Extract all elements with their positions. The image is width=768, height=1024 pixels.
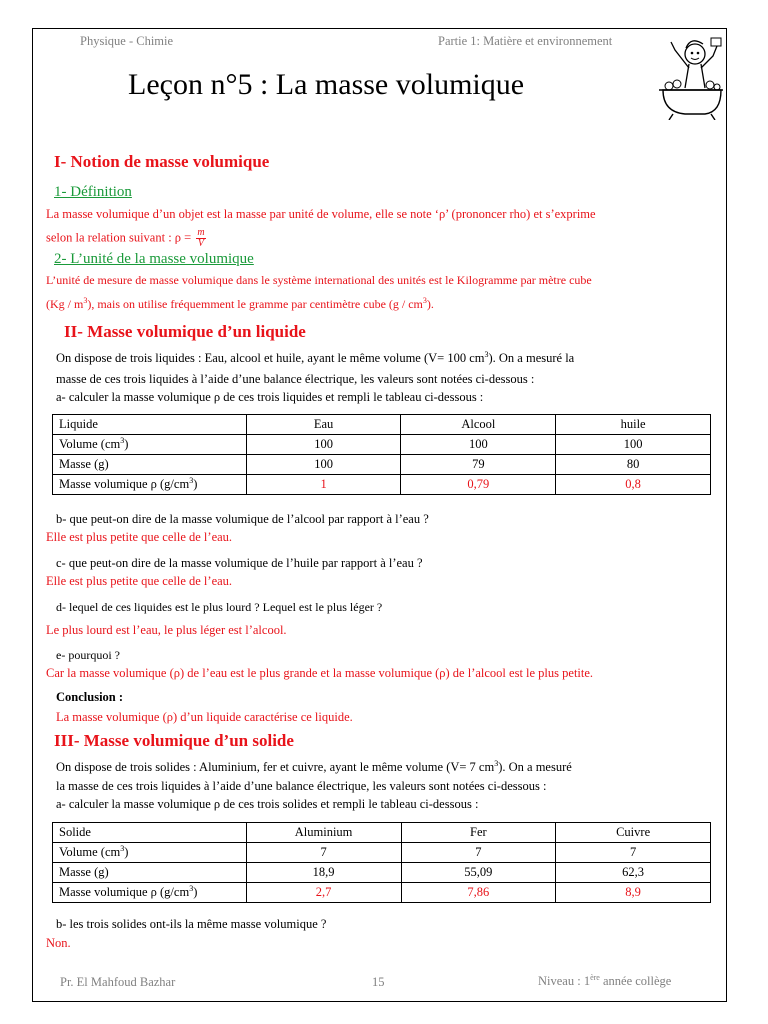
unit-line1: L’unité de mesure de masse volumique dans le système international des unités est le Kilogramme par mètre cube: [46, 273, 592, 287]
rho-fraction: $\frac{m}{V}$: [197, 227, 205, 249]
definition-line2: selon la relation suivant : ρ = $\frac{m}{V}$: [46, 227, 205, 249]
liquid-answer-d: Le plus lourd est l’eau, le plus léger est l’alcool.: [46, 623, 287, 637]
table-cell: 62,3: [556, 863, 711, 883]
table-answer-cell: 1: [246, 475, 401, 495]
section2-heading: II- Masse volumique d’un liquide: [64, 322, 306, 341]
solid-table: [52, 822, 711, 903]
unit-line2: $(Kg / m^3)$, mais on utilise fréquemment le gramme par centimètre cube $(g / cm^3)$.: [46, 296, 434, 311]
table-row-label: Masse volumique ρ $(g/cm^3)$: [53, 883, 247, 903]
bathtub-mascot-icon: [655, 30, 725, 120]
table-row: [53, 415, 711, 435]
liquid-answer-c: Elle est plus petite que celle de l’eau.: [46, 574, 233, 588]
table-row: [53, 843, 711, 863]
section1-heading: I- Notion de masse volumique: [54, 152, 270, 171]
solid-question-b: b- les trois solides ont-ils la même masse volumique ?: [56, 917, 327, 931]
liquid-intro-line2: masse de ces trois liquides à l’aide d’une balance électrique, les valeurs sont notées ci-dessous :: [56, 372, 535, 386]
footer-page-number: 15: [372, 975, 385, 989]
table-header-cell: Alcool: [401, 415, 556, 435]
table-row: [53, 475, 711, 495]
table-cell: 7: [556, 843, 711, 863]
table-row: [53, 435, 711, 455]
header-part: Partie 1: Matière et environnement: [438, 34, 613, 48]
section3-heading: III- Masse volumique d’un solide: [54, 731, 294, 750]
header-subject: Physique - Chimie: [80, 34, 174, 48]
table-row-label: Volume $(cm^3)$: [53, 843, 247, 863]
table-cell: 7: [401, 843, 556, 863]
liquid-question-b: b- que peut-on dire de la masse volumique de l’alcool par rapport à l’eau ?: [56, 512, 429, 526]
footer-author: Pr. El Mahfoud Bazhar: [60, 975, 176, 989]
table-cell: 55,09: [401, 863, 556, 883]
solid-question-a: a- calculer la masse volumique ρ de ces trois solides et rempli le tableau ci-dessous :: [56, 797, 479, 811]
table-cell: 18,9: [246, 863, 401, 883]
solid-answer-b: Non.: [46, 936, 71, 950]
table-answer-cell: 2,7: [246, 883, 401, 903]
conclusion-text: La masse volumique (ρ) d’un liquide caractérise ce liquide.: [56, 710, 353, 724]
liquid-question-e: e- pourquoi ?: [56, 648, 120, 662]
table-cell: 79: [401, 455, 556, 475]
liquid-intro-line1: On dispose de trois liquides : Eau, alcool et huile, ayant le même volume (V= 100 $cm^3$). On a mesuré la: [56, 350, 575, 366]
table-header-cell: huile: [556, 415, 711, 435]
table-row: [53, 823, 711, 843]
definition-line1: La masse volumique d’un objet est la masse par unité de volume, elle se note ‘ρ’ (prononcer rho) et s’exprime: [46, 207, 596, 221]
table-header-cell: Aluminium: [246, 823, 401, 843]
definition-heading: 1- Définition: [54, 184, 132, 200]
table-header-cell: Cuivre: [556, 823, 711, 843]
table-cell: 80: [556, 455, 711, 475]
table-header-cell: Fer: [401, 823, 556, 843]
table-answer-cell: 0,79: [401, 475, 556, 495]
liquid-table: [52, 414, 711, 495]
table-answer-cell: 7,86: [401, 883, 556, 903]
table-row: [53, 863, 711, 883]
solid-intro-line1: On dispose de trois solides : Aluminium, fer et cuivre, ayant le même volume (V= 7 $cm^3$). On a mesuré: [56, 759, 572, 775]
footer-level: Niveau : 1ère année collège: [538, 973, 672, 989]
table-cell: 100: [401, 435, 556, 455]
liquid-answer-e: Car la masse volumique (ρ) de l’eau est le plus grande et la masse volumique (ρ) de l’alcool est le plus petite.: [46, 666, 594, 680]
liquid-question-c: c- que peut-on dire de la masse volumique de l’huile par rapport à l’eau ?: [56, 556, 423, 570]
table-row-label: Masse (g): [53, 863, 247, 883]
table-cell: 7: [246, 843, 401, 863]
conclusion-label: Conclusion :: [56, 690, 124, 704]
table-row: [53, 455, 711, 475]
table-header-cell: Eau: [246, 415, 401, 435]
table-row-label: Masse volumique ρ $(g/cm^3)$: [53, 475, 247, 495]
table-row-label: Masse (g): [53, 455, 247, 475]
table-cell: 100: [246, 455, 401, 475]
liquid-question-a: a- calculer la masse volumique ρ de ces trois liquides et rempli le tableau ci-dessous :: [56, 390, 484, 404]
solid-intro-line2: la masse de ces trois liquides à l’aide d’une balance électrique, les valeurs sont notées ci-dessous :: [56, 779, 547, 793]
table-cell: 100: [556, 435, 711, 455]
liquid-question-d: d- lequel de ces liquides est le plus lourd ? Lequel est le plus léger ?: [56, 600, 383, 614]
unit-heading: 2- L’unité de la masse volumique: [54, 251, 254, 267]
page-title: Leçon n°5 : La masse volumique: [128, 68, 525, 101]
table-cell: 100: [246, 435, 401, 455]
liquid-answer-b: Elle est plus petite que celle de l’eau.: [46, 530, 233, 544]
table-row-label: Volume $(cm^3)$: [53, 435, 247, 455]
table-answer-cell: 8,9: [556, 883, 711, 903]
table-header-cell: Solide: [53, 823, 247, 843]
table-row: [53, 883, 711, 903]
table-header-cell: Liquide: [53, 415, 247, 435]
table-answer-cell: 0,8: [556, 475, 711, 495]
